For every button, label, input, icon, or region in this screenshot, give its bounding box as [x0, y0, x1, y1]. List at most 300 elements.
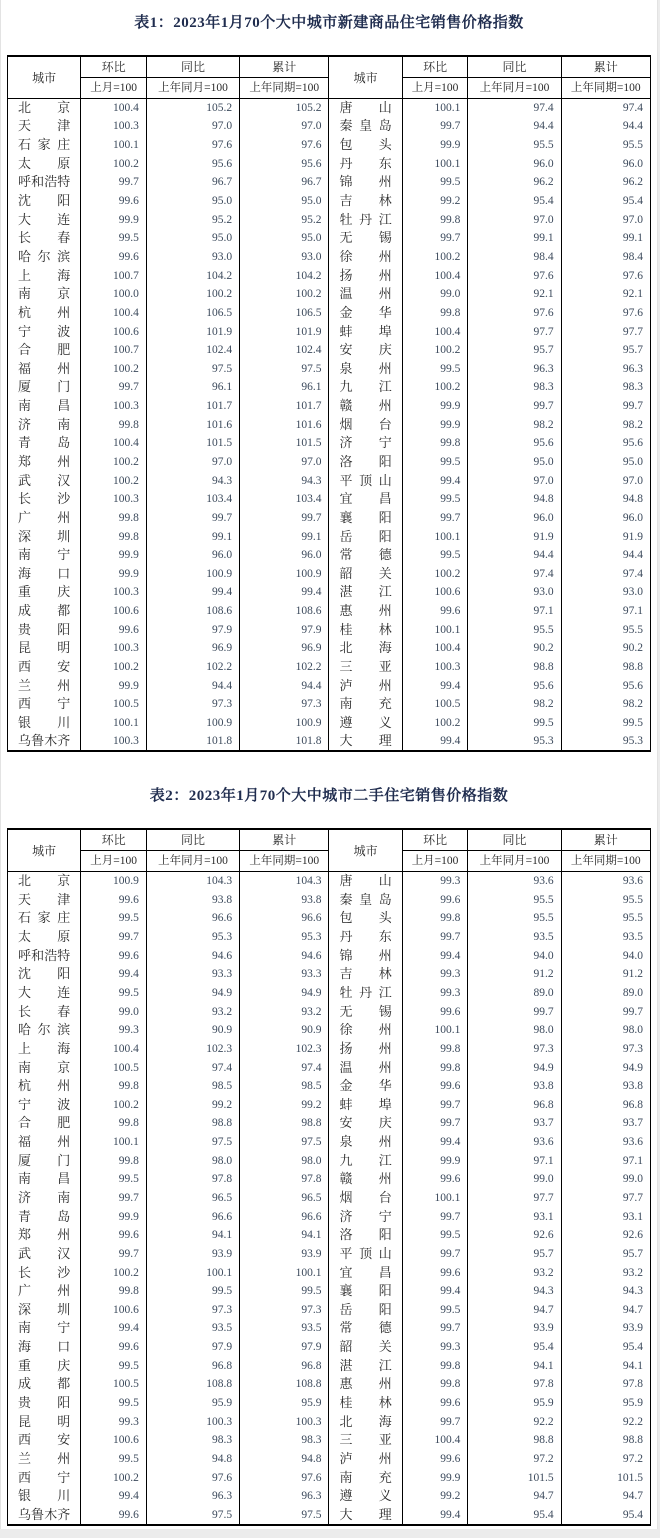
value-cell: 93.6 [622, 875, 643, 888]
value-cell: 95.6 [240, 154, 329, 173]
value-cell: 94.3 [622, 1285, 643, 1298]
city-cell: 赣州 [329, 1170, 402, 1189]
city-cell: 长春 [8, 1002, 81, 1021]
value-cell: 97.6 [240, 136, 329, 155]
value-cell: 97.6 [146, 136, 239, 155]
city-cell: 无锡 [329, 1002, 402, 1021]
table-row [8, 1412, 651, 1431]
table-row [8, 1151, 651, 1170]
city-cell: 武汉 [8, 1245, 81, 1264]
value-cell: 98.4 [622, 250, 643, 263]
value-cell: 100.5 [402, 695, 468, 714]
header-mom-left: 环比 [81, 56, 147, 78]
value-cell: 100.4 [81, 434, 147, 453]
city-cell: 成都 [8, 602, 81, 621]
city-cell: 常德 [329, 1319, 402, 1338]
value-cell: 104.2 [146, 266, 239, 285]
header-cum-base-right: 上年同期=100 [561, 78, 650, 99]
value-cell: 95.6 [622, 437, 643, 450]
value-cell: 99.5 [81, 984, 147, 1003]
city-cell: 烟台 [329, 415, 402, 434]
value-cell: 101.6 [146, 415, 239, 434]
table-row [8, 1133, 651, 1152]
value-cell: 99.8 [81, 1151, 147, 1170]
value-cell: 106.5 [240, 304, 329, 323]
city-cell: 贵阳 [8, 620, 81, 639]
value-cell: 99.4 [240, 583, 329, 602]
city-cell: 太原 [8, 928, 81, 947]
value-cell: 99.5 [81, 1356, 147, 1375]
value-cell: 100.3 [81, 639, 147, 658]
city-cell: 上海 [8, 266, 81, 285]
value-cell: 95.9 [468, 1394, 561, 1413]
city-cell: 南昌 [8, 397, 81, 416]
value-cell: 93.5 [146, 1319, 239, 1338]
city-cell: 济宁 [329, 1207, 402, 1226]
value-cell: 99.5 [622, 716, 643, 729]
value-cell: 97.9 [240, 1338, 329, 1357]
city-cell: 九江 [329, 1151, 402, 1170]
table-row [8, 984, 651, 1003]
value-cell: 93.9 [240, 1245, 329, 1264]
value-cell: 94.7 [468, 1487, 561, 1506]
table-row [8, 173, 651, 192]
city-cell: 南充 [329, 695, 402, 714]
value-cell: 99.3 [81, 1021, 147, 1040]
value-cell: 94.9 [240, 984, 329, 1003]
city-cell: 成都 [8, 1375, 81, 1394]
table-row [8, 909, 651, 928]
city-cell: 泸州 [329, 1450, 402, 1469]
city-cell: 岳阳 [329, 527, 402, 546]
value-cell: 99.4 [402, 1282, 468, 1301]
value-cell: 100.1 [240, 1263, 329, 1282]
value-cell: 99.4 [402, 946, 468, 965]
value-cell: 99.4 [402, 1133, 468, 1152]
value-cell: 94.4 [622, 120, 643, 133]
value-cell: 93.5 [240, 1319, 329, 1338]
value-cell: 100.7 [81, 341, 147, 360]
value-cell: 108.6 [146, 602, 239, 621]
value-cell: 92.1 [622, 288, 643, 301]
value-cell: 95.4 [622, 1341, 643, 1354]
value-cell: 97.7 [468, 322, 561, 341]
city-cell: 平顶山 [329, 471, 402, 490]
city-cell: 济宁 [329, 434, 402, 453]
value-cell: 100.9 [146, 714, 239, 733]
city-cell: 烟台 [329, 1189, 402, 1208]
city-cell: 惠州 [329, 1375, 402, 1394]
city-cell: 洛阳 [329, 1226, 402, 1245]
value-cell: 96.1 [240, 378, 329, 397]
value-cell: 95.7 [622, 344, 643, 357]
city-cell: 三亚 [329, 1431, 402, 1450]
city-cell: 青岛 [8, 1207, 81, 1226]
value-cell: 99.3 [402, 984, 468, 1003]
city-cell: 厦门 [8, 1151, 81, 1170]
table-row [8, 453, 651, 472]
value-cell: 96.0 [622, 511, 643, 524]
city-cell: 吉林 [329, 192, 402, 211]
value-cell: 97.0 [240, 117, 329, 136]
city-cell: 南昌 [8, 1170, 81, 1189]
value-cell: 95.3 [468, 732, 561, 751]
value-cell: 94.4 [146, 676, 239, 695]
table-row [8, 1301, 651, 1320]
value-cell: 95.4 [622, 1508, 643, 1521]
header-mom-right: 环比 [402, 829, 468, 851]
value-cell: 100.4 [402, 639, 468, 658]
header-yoy-left: 同比 [146, 56, 239, 78]
table2-body [8, 872, 651, 1525]
value-cell: 99.7 [146, 509, 239, 528]
value-cell: 98.2 [622, 698, 643, 711]
table-row [8, 341, 651, 360]
value-cell: 95.2 [240, 210, 329, 229]
value-cell: 96.0 [622, 157, 643, 170]
value-cell: 95.5 [622, 139, 643, 152]
value-cell: 99.2 [240, 1095, 329, 1114]
value-cell: 95.5 [468, 909, 561, 928]
value-cell: 93.0 [146, 248, 239, 267]
city-cell: 青岛 [8, 434, 81, 453]
city-cell: 锦州 [329, 946, 402, 965]
value-cell: 100.6 [402, 583, 468, 602]
value-cell: 97.0 [146, 117, 239, 136]
value-cell: 99.3 [81, 1412, 147, 1431]
value-cell: 99.5 [146, 1282, 239, 1301]
value-cell: 99.7 [81, 378, 147, 397]
table-row [8, 732, 651, 751]
value-cell: 97.7 [468, 1189, 561, 1208]
value-cell: 100.1 [402, 620, 468, 639]
value-cell: 95.7 [468, 1245, 561, 1264]
value-cell: 99.9 [402, 397, 468, 416]
value-cell: 96.3 [240, 1487, 329, 1506]
value-cell: 93.6 [468, 1133, 561, 1152]
city-cell: 大理 [329, 1506, 402, 1525]
value-cell: 94.4 [240, 676, 329, 695]
value-cell: 102.3 [146, 1040, 239, 1059]
value-cell: 100.2 [402, 341, 468, 360]
city-cell: 桂林 [329, 1394, 402, 1413]
value-cell: 103.4 [146, 490, 239, 509]
city-cell: 太原 [8, 154, 81, 173]
value-cell: 99.7 [402, 1207, 468, 1226]
value-cell: 97.1 [622, 605, 643, 618]
value-cell: 100.2 [402, 714, 468, 733]
table-row [8, 154, 651, 173]
table-row [8, 583, 651, 602]
value-cell: 100.4 [81, 1040, 147, 1059]
value-cell: 97.5 [146, 359, 239, 378]
value-cell: 101.7 [240, 397, 329, 416]
value-cell: 99.8 [402, 210, 468, 229]
value-cell: 96.2 [468, 173, 561, 192]
value-cell: 99.2 [402, 1487, 468, 1506]
value-cell: 93.2 [240, 1002, 329, 1021]
value-cell: 99.3 [402, 872, 468, 891]
city-cell: 济南 [8, 1189, 81, 1208]
value-cell: 94.8 [240, 1450, 329, 1469]
table2-title: 表2：2023年1月70个大中城市二手住宅销售价格指数 [149, 788, 509, 805]
value-cell: 100.3 [240, 1412, 329, 1431]
value-cell: 100.6 [81, 322, 147, 341]
value-cell: 94.1 [146, 1226, 239, 1245]
value-cell: 99.5 [402, 1301, 468, 1320]
secondhand-housing-price-index-table [7, 828, 651, 1525]
value-cell: 94.9 [468, 1058, 561, 1077]
city-cell: 吉林 [329, 965, 402, 984]
city-cell: 徐州 [329, 248, 402, 267]
value-cell: 100.3 [81, 732, 147, 751]
value-cell: 100.2 [402, 565, 468, 584]
value-cell: 98.3 [240, 1431, 329, 1450]
value-cell: 96.8 [146, 1356, 239, 1375]
value-cell: 99.1 [622, 232, 643, 245]
value-cell: 99.8 [81, 527, 147, 546]
value-cell: 98.5 [240, 1077, 329, 1096]
table-row [8, 872, 651, 891]
value-cell: 100.3 [81, 490, 147, 509]
value-cell: 96.0 [146, 546, 239, 565]
table-row [8, 1263, 651, 1282]
value-cell: 95.9 [622, 1397, 643, 1410]
value-cell: 98.3 [146, 1431, 239, 1450]
value-cell: 96.0 [240, 546, 329, 565]
header-cum-right: 累计 [561, 56, 650, 78]
city-cell: 蚌埠 [329, 322, 402, 341]
value-cell: 97.0 [622, 213, 643, 226]
table2-header [8, 829, 651, 872]
value-cell: 98.0 [240, 1151, 329, 1170]
value-cell: 95.7 [468, 341, 561, 360]
value-cell: 100.1 [402, 1189, 468, 1208]
table-row [8, 1468, 651, 1487]
table-row [8, 946, 651, 965]
value-cell: 98.3 [468, 378, 561, 397]
value-cell: 99.8 [402, 1058, 468, 1077]
value-cell: 93.9 [146, 1245, 239, 1264]
city-cell: 深圳 [8, 1301, 81, 1320]
value-cell: 94.1 [468, 1356, 561, 1375]
value-cell: 100.6 [81, 1431, 147, 1450]
value-cell: 96.9 [240, 639, 329, 658]
value-cell: 100.1 [402, 154, 468, 173]
value-cell: 94.3 [240, 471, 329, 490]
table-row [8, 415, 651, 434]
city-cell: 襄阳 [329, 1282, 402, 1301]
table-row [8, 359, 651, 378]
value-cell: 97.0 [468, 210, 561, 229]
value-cell: 97.5 [240, 1506, 329, 1525]
table-row [8, 266, 651, 285]
value-cell: 89.0 [468, 984, 561, 1003]
value-cell: 95.9 [240, 1394, 329, 1413]
city-cell: 广州 [8, 509, 81, 528]
value-cell: 95.4 [622, 195, 643, 208]
value-cell: 100.5 [81, 695, 147, 714]
value-cell: 96.8 [622, 1098, 643, 1111]
table-row [8, 1058, 651, 1077]
value-cell: 100.9 [240, 565, 329, 584]
city-cell: 赣州 [329, 397, 402, 416]
city-cell: 石家庄 [8, 909, 81, 928]
table-row [8, 658, 651, 677]
value-cell: 99.0 [622, 1173, 643, 1186]
value-cell: 92.6 [622, 1229, 643, 1242]
value-cell: 99.8 [402, 1356, 468, 1375]
city-cell: 西宁 [8, 695, 81, 714]
value-cell: 99.7 [402, 1412, 468, 1431]
table-row [8, 714, 651, 733]
value-cell: 96.3 [146, 1487, 239, 1506]
table-row [8, 1189, 651, 1208]
value-cell: 95.0 [240, 192, 329, 211]
value-cell: 100.1 [402, 527, 468, 546]
value-cell: 93.0 [240, 248, 329, 267]
city-cell: 洛阳 [329, 453, 402, 472]
header-cum-base-left: 上年同期=100 [240, 851, 329, 872]
value-cell: 99.6 [402, 1394, 468, 1413]
value-cell: 95.0 [146, 229, 239, 248]
header-yoy-base-left: 上年同月=100 [146, 851, 239, 872]
value-cell: 99.6 [402, 1077, 468, 1096]
city-cell: 哈尔滨 [8, 248, 81, 267]
city-cell: 金华 [329, 304, 402, 323]
value-cell: 91.9 [622, 530, 643, 543]
value-cell: 99.8 [81, 509, 147, 528]
city-cell: 福州 [8, 359, 81, 378]
city-cell: 南充 [329, 1468, 402, 1487]
table-row [8, 1431, 651, 1450]
city-cell: 郑州 [8, 1226, 81, 1245]
value-cell: 94.3 [468, 1282, 561, 1301]
city-cell: 合肥 [8, 341, 81, 360]
value-cell: 99.5 [402, 453, 468, 472]
city-cell: 安庆 [329, 1114, 402, 1133]
value-cell: 99.4 [402, 676, 468, 695]
value-cell: 104.3 [240, 872, 329, 891]
value-cell: 95.4 [468, 192, 561, 211]
value-cell: 97.9 [146, 620, 239, 639]
value-cell: 93.9 [622, 1322, 643, 1335]
value-cell: 99.6 [402, 602, 468, 621]
value-cell: 99.8 [402, 304, 468, 323]
value-cell: 91.2 [622, 968, 643, 981]
city-cell: 锦州 [329, 173, 402, 192]
value-cell: 108.6 [240, 602, 329, 621]
value-cell: 95.9 [146, 1394, 239, 1413]
value-cell: 99.9 [81, 1207, 147, 1226]
city-cell: 长沙 [8, 1263, 81, 1282]
value-cell: 100.6 [81, 602, 147, 621]
value-cell: 97.6 [468, 304, 561, 323]
value-cell: 100.3 [81, 583, 147, 602]
header-yoy-base-right: 上年同月=100 [468, 851, 561, 872]
value-cell: 93.2 [622, 1266, 643, 1279]
value-cell: 97.1 [468, 602, 561, 621]
value-cell: 95.5 [622, 912, 643, 925]
value-cell: 99.9 [81, 210, 147, 229]
value-cell: 101.9 [240, 322, 329, 341]
value-cell: 93.8 [146, 890, 239, 909]
header-cum-left: 累计 [240, 829, 329, 851]
city-cell: 兰州 [8, 1450, 81, 1469]
city-cell: 包头 [329, 136, 402, 155]
city-cell: 杭州 [8, 304, 81, 323]
value-cell: 89.0 [622, 986, 643, 999]
value-cell: 99.2 [402, 192, 468, 211]
header-yoy-left: 同比 [146, 829, 239, 851]
value-cell: 91.2 [468, 965, 561, 984]
value-cell: 99.5 [468, 714, 561, 733]
header-mom-right: 环比 [402, 56, 468, 78]
table-row [8, 1282, 651, 1301]
value-cell: 100.1 [81, 1133, 147, 1152]
city-cell: 乌鲁木齐 [8, 1506, 81, 1525]
value-cell: 100.2 [402, 378, 468, 397]
table1-body [8, 99, 651, 752]
table-row [8, 1077, 651, 1096]
city-cell: 宜昌 [329, 1263, 402, 1282]
value-cell: 100.2 [81, 1468, 147, 1487]
value-cell: 97.1 [622, 1154, 643, 1167]
city-cell: 常德 [329, 546, 402, 565]
value-cell: 93.8 [468, 1077, 561, 1096]
value-cell: 99.7 [622, 1005, 643, 1018]
city-cell: 南宁 [8, 546, 81, 565]
city-cell: 湛江 [329, 1356, 402, 1375]
value-cell: 99.7 [402, 117, 468, 136]
value-cell: 108.8 [240, 1375, 329, 1394]
value-cell: 95.6 [146, 154, 239, 173]
city-cell: 平顶山 [329, 1245, 402, 1264]
value-cell: 100.3 [81, 397, 147, 416]
value-cell: 99.8 [402, 909, 468, 928]
value-cell: 102.4 [240, 341, 329, 360]
header-city-left: 城市 [8, 829, 81, 872]
value-cell: 97.1 [468, 1151, 561, 1170]
value-cell: 99.7 [81, 1245, 147, 1264]
table-row [8, 1394, 651, 1413]
value-cell: 95.2 [146, 210, 239, 229]
header-cum-base-right: 上年同期=100 [561, 851, 650, 872]
value-cell: 97.4 [622, 102, 643, 115]
value-cell: 100.2 [81, 154, 147, 173]
value-cell: 99.8 [81, 1282, 147, 1301]
value-cell: 99.7 [402, 229, 468, 248]
city-cell: 宜昌 [329, 490, 402, 509]
value-cell: 97.5 [146, 1133, 239, 1152]
value-cell: 106.5 [146, 304, 239, 323]
value-cell: 95.5 [468, 890, 561, 909]
city-cell: 泸州 [329, 676, 402, 695]
table-row [8, 695, 651, 714]
city-cell: 北京 [8, 872, 81, 891]
value-cell: 96.9 [146, 639, 239, 658]
table-row [8, 1487, 651, 1506]
city-cell: 韶关 [329, 565, 402, 584]
value-cell: 99.6 [402, 1170, 468, 1189]
value-cell: 99.5 [240, 1282, 329, 1301]
value-cell: 100.6 [81, 1301, 147, 1320]
value-cell: 97.2 [622, 1452, 643, 1465]
value-cell: 99.6 [81, 248, 147, 267]
value-cell: 97.9 [146, 1338, 239, 1357]
value-cell: 99.5 [81, 1394, 147, 1413]
city-cell: 温州 [329, 285, 402, 304]
